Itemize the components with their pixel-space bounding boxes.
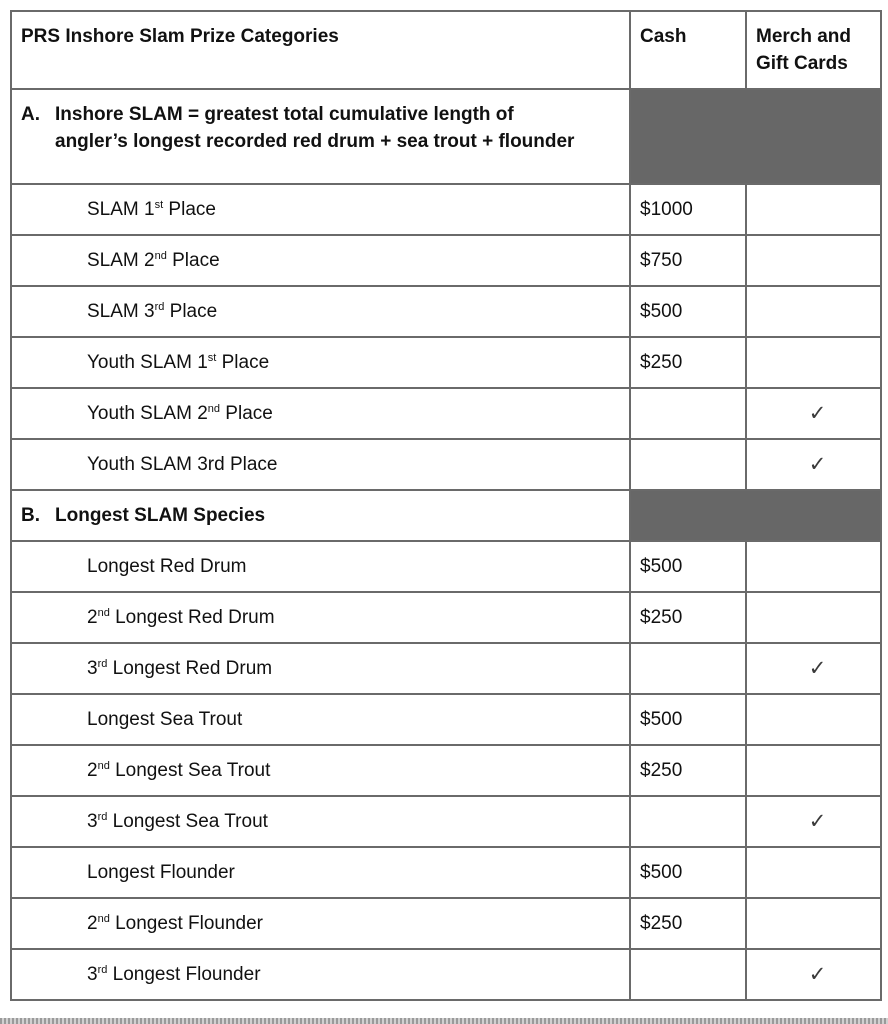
prize-name: [12, 236, 629, 274]
merch-cell: [746, 745, 881, 796]
prize-name-cell: [11, 541, 630, 592]
prize-name-prefix: 3: [87, 964, 98, 985]
prize-name-cell: [11, 592, 630, 643]
cash-value: $250: [640, 760, 683, 781]
prize-name-cell: [11, 745, 630, 796]
cash-cell: [630, 592, 746, 643]
prize-name-cell: [11, 337, 630, 388]
prize-row: [11, 184, 881, 235]
merch-cell: [746, 184, 881, 235]
prize-name: [12, 338, 629, 376]
cash-cell: [630, 643, 746, 694]
merch-cell: [746, 541, 881, 592]
cash-cell: [630, 847, 746, 898]
cash-cell: [630, 694, 746, 745]
section-title: Longest SLAM Species: [55, 505, 266, 526]
section-shaded-cell: [630, 490, 881, 541]
cash-cell: [630, 286, 746, 337]
prize-name-cell: [11, 643, 630, 694]
page-bottom-edge: [0, 1018, 888, 1024]
cash-value: $250: [640, 913, 683, 934]
section-row: [11, 490, 881, 541]
prize-name-prefix: 3: [87, 811, 98, 832]
merch-cell: [746, 847, 881, 898]
prize-name-prefix: Youth SLAM 3rd Place: [87, 454, 278, 475]
cash-cell: [630, 949, 746, 1000]
cash-value: $500: [640, 862, 683, 883]
prize-row: [11, 337, 881, 388]
section-title-line2: angler’s longest recorded red drum + sea trout + flounder: [55, 131, 575, 152]
prize-name-prefix: Longest Red Drum: [87, 556, 247, 577]
prize-name-prefix: SLAM 1: [87, 199, 155, 220]
prize-ordinal-suffix: nd: [154, 250, 167, 262]
prize-name-cell: [11, 898, 630, 949]
section-title-cell: [11, 89, 630, 184]
prize-name-cell: [11, 796, 630, 847]
header-row: [11, 11, 881, 89]
prize-row: [11, 643, 881, 694]
prize-ordinal-suffix: st: [154, 199, 164, 211]
prize-name: [12, 848, 629, 886]
cash-cell: [630, 745, 746, 796]
prize-name: [12, 746, 629, 784]
prize-name-suffix: Place: [164, 301, 218, 322]
prize-name: [12, 542, 629, 580]
prize-name-suffix: Longest Flounder: [109, 913, 263, 934]
prize-name-prefix: 2: [87, 913, 98, 934]
prize-row: [11, 439, 881, 490]
cash-value: [631, 644, 745, 655]
prize-row: [11, 949, 881, 1000]
prize-name: [12, 797, 629, 835]
section-letter: A.: [21, 104, 40, 125]
prize-row: [11, 745, 881, 796]
checkmark-icon: ✓: [808, 963, 827, 986]
cash-value: $750: [640, 250, 683, 271]
prize-name-suffix: Place: [216, 352, 270, 373]
cash-cell: [630, 439, 746, 490]
header-cash-label: Cash: [640, 26, 687, 47]
checkmark-icon: ✓: [808, 402, 827, 425]
merch-cell: [746, 643, 881, 694]
prize-row: [11, 847, 881, 898]
cash-value: $500: [640, 709, 683, 730]
prize-name: [12, 287, 629, 325]
prize-row: [11, 796, 881, 847]
prize-name-prefix: 3: [87, 658, 98, 679]
section-title-cell: [11, 490, 630, 541]
prize-row: [11, 694, 881, 745]
prize-name: [12, 644, 629, 682]
prize-row: [11, 235, 881, 286]
cash-value: $250: [640, 607, 683, 628]
merch-cell: [746, 337, 881, 388]
merch-cell: [746, 694, 881, 745]
header-category: [11, 11, 630, 89]
section-title: [55, 101, 620, 155]
prize-name-prefix: Youth SLAM 1: [87, 352, 208, 373]
prize-name-cell: [11, 949, 630, 1000]
prize-row: [11, 286, 881, 337]
merch-cell: [746, 286, 881, 337]
cash-value: $500: [640, 556, 683, 577]
prize-name: [12, 440, 629, 478]
prize-ordinal-suffix: st: [207, 352, 217, 364]
header-merch: [746, 11, 881, 89]
prize-name-cell: [11, 439, 630, 490]
checkmark-icon: ✓: [808, 453, 827, 476]
checkmark-icon: ✓: [808, 657, 827, 680]
header-cash: [630, 11, 746, 89]
prize-name-prefix: Youth SLAM 2: [87, 403, 208, 424]
cash-cell: [630, 796, 746, 847]
prize-name-suffix: Place: [166, 250, 220, 271]
section-row: [11, 89, 881, 184]
prize-ordinal-suffix: rd: [97, 811, 108, 823]
prize-name-suffix: Longest Red Drum: [109, 607, 275, 628]
cash-cell: [630, 898, 746, 949]
prize-name: [12, 389, 629, 427]
header-merch-line1: Merch and: [756, 26, 852, 47]
header-category-label: PRS Inshore Slam Prize Categories: [21, 26, 339, 47]
prize-name: [12, 593, 629, 631]
prize-row: [11, 898, 881, 949]
prize-ordinal-suffix: rd: [97, 964, 108, 976]
prize-name: [12, 185, 629, 223]
merch-cell: [746, 235, 881, 286]
prize-name-prefix: SLAM 3: [87, 301, 155, 322]
prize-name-suffix: Longest Sea Trout: [107, 811, 268, 832]
cash-value: $500: [640, 301, 683, 322]
prize-ordinal-suffix: rd: [97, 658, 108, 670]
prize-name: [12, 899, 629, 937]
cash-value: $1000: [640, 199, 693, 220]
prize-name-prefix: 2: [87, 607, 98, 628]
cash-value: [631, 950, 745, 961]
prize-name-cell: [11, 388, 630, 439]
prize-categories-table: [10, 10, 882, 1001]
merch-cell: [746, 898, 881, 949]
prize-ordinal-suffix: nd: [97, 913, 110, 925]
header-merch-line2: Gift Cards: [756, 53, 848, 74]
cash-cell: [630, 388, 746, 439]
prize-name-prefix: SLAM 2: [87, 250, 155, 271]
prize-ordinal-suffix: nd: [97, 760, 110, 772]
prize-name-prefix: Longest Sea Trout: [87, 709, 243, 730]
section-shaded-cell: [630, 89, 881, 184]
prize-ordinal-suffix: nd: [207, 403, 221, 415]
cash-value: [631, 440, 745, 451]
prize-ordinal-suffix: nd: [97, 607, 110, 619]
prize-name: [12, 950, 629, 988]
prize-name-prefix: Longest Flounder: [87, 862, 235, 883]
prize-ordinal-suffix: rd: [154, 301, 165, 313]
prize-name-suffix: Longest Flounder: [107, 964, 261, 985]
merch-cell: [746, 439, 881, 490]
checkmark-icon: ✓: [808, 810, 827, 833]
merch-cell: [746, 592, 881, 643]
prize-name-cell: [11, 235, 630, 286]
prize-name-cell: [11, 847, 630, 898]
cash-value: [631, 389, 745, 400]
header-merch-label: [747, 12, 880, 77]
cash-cell: [630, 337, 746, 388]
prize-row: [11, 388, 881, 439]
prize-name-cell: [11, 184, 630, 235]
prize-row: [11, 541, 881, 592]
prize-name-suffix: Longest Sea Trout: [109, 760, 271, 781]
cash-cell: [630, 235, 746, 286]
prize-name-suffix: Longest Red Drum: [107, 658, 273, 679]
prize-name-cell: [11, 694, 630, 745]
prize-name: [12, 695, 629, 733]
merch-cell: [746, 796, 881, 847]
prize-name-prefix: 2: [87, 760, 98, 781]
merch-cell: [746, 388, 881, 439]
prize-name-suffix: Place: [220, 403, 273, 424]
cash-cell: [630, 541, 746, 592]
cash-value: $250: [640, 352, 683, 373]
cash-value: [631, 797, 745, 808]
prize-name-cell: [11, 286, 630, 337]
section-title-line1: Inshore SLAM = greatest total cumulative length of: [55, 104, 514, 125]
merch-cell: [746, 949, 881, 1000]
cash-cell: [630, 184, 746, 235]
prize-name-suffix: Place: [163, 199, 216, 220]
prize-row: [11, 592, 881, 643]
section-letter: B.: [21, 505, 40, 526]
